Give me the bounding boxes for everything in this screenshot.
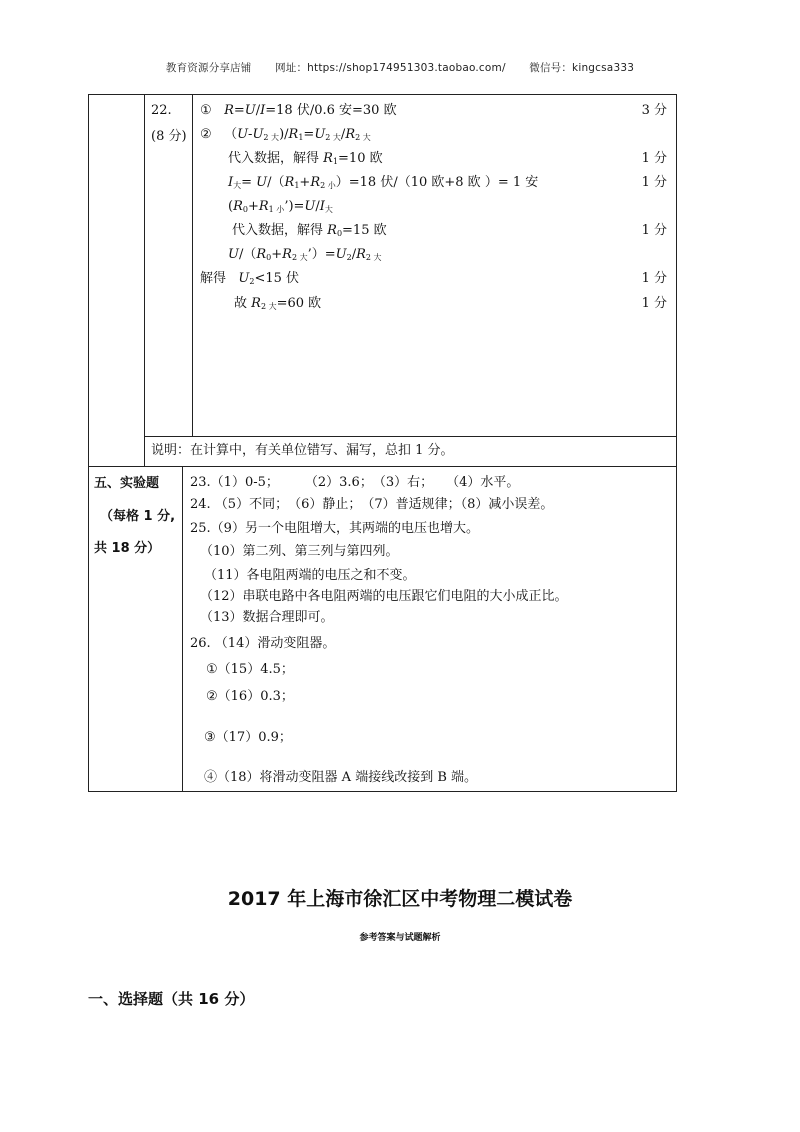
score-3: 1 分: [641, 151, 667, 166]
answer-line-7: $U/(R_0+R_{2 大}’)=U_2/R_{2 大}$: [228, 247, 382, 262]
answer-25-11: （11）各电阻两端的电压之和不变。: [204, 568, 416, 583]
score-1: 3 分: [641, 103, 667, 118]
answer-26-16: ②（16）0.3；: [206, 689, 294, 704]
section5-label: 五、实验题: [94, 476, 160, 491]
answer-26: 26. （14）滑动变阻器。: [190, 636, 336, 651]
wechat-id: 微信号：kingcsa333: [529, 62, 635, 74]
shop-name: 教育资源分享店铺: [165, 62, 252, 74]
section5-total: 共 18 分）: [94, 541, 161, 556]
answer-25: 25.（9）另一个电阻增大，其两端的电压也增大。: [190, 521, 479, 536]
section5-col-divider: [182, 466, 183, 792]
answer-line-8: 解得 $U_2<15$ 伏: [200, 271, 300, 286]
answer-26-15: ①（15）4.5；: [206, 662, 294, 677]
score-4: 1 分: [641, 175, 667, 190]
answer-line-1: ① R=U/I=18 伏/0.6 安=30 欧: [200, 103, 397, 118]
note-row-top: [144, 436, 677, 437]
score-9: 1 分: [641, 296, 667, 311]
section5-row-top: [88, 466, 677, 467]
answer-line-3: 代入数据，解得 $R_1=10$ 欧: [228, 151, 383, 166]
answer-line-6: 代入数据，解得 $R_0=15$ 欧: [232, 223, 387, 238]
answer-25-10: （10）第二列、第三列与第四列。: [200, 544, 399, 559]
question-points: (8 分): [151, 129, 187, 144]
answer-26-17: ③（17）0.9；: [204, 730, 292, 745]
answer-line-9: 故 $R_{2 大}=60$ 欧: [234, 296, 322, 311]
section1-heading: 一、选择题（共 16 分）: [88, 990, 255, 1008]
answer-25-12: （12）串联电路中各电阻两端的电压跟它们电阻的大小成正比。: [200, 589, 568, 604]
scoring-note: 说明：在计算中，有关单位错写、漏写，总扣 1 分。: [151, 443, 454, 458]
col-divider-1: [144, 94, 145, 466]
col-divider-2: [192, 94, 193, 436]
answer-23: 23.（1）0-5； （2）3.6； （3）右； （4）水平。: [190, 475, 520, 490]
answer-line-2: ② $(U-U_{2 大})/R_1=U_{2 大}/R_{2 大}$: [200, 127, 371, 142]
page-subtitle: 参考答案与试题解析: [359, 933, 441, 943]
answer-line-4: $I_大= U/(R_1+R_{2 小})=18$ 伏/（10 欧+8 欧 ）= 1 安: [228, 175, 539, 190]
page-header: [0, 60, 800, 75]
answer-26-18: ④（18）将滑动变阻器 A 端接线改接到 B 端。: [204, 770, 478, 785]
answer-25-13: （13）数据合理即可。: [200, 610, 334, 625]
score-8: 1 分: [641, 271, 667, 286]
answer-line-5: $(R_0+R_{1 小}’)=U/I_大$: [228, 199, 333, 214]
answer-24: 24. （5）不同； （6）静止； （7）普适规律；（8）减小误差。: [190, 497, 554, 512]
shop-url: 网址：https://shop174951303.taobao.com/: [275, 62, 506, 74]
section5-points: （每格 1 分,: [100, 509, 176, 524]
question-number: 22.: [151, 103, 172, 118]
score-6: 1 分: [641, 223, 667, 238]
page-title: 2017 年上海市徐汇区中考物理二模试卷: [227, 888, 573, 910]
